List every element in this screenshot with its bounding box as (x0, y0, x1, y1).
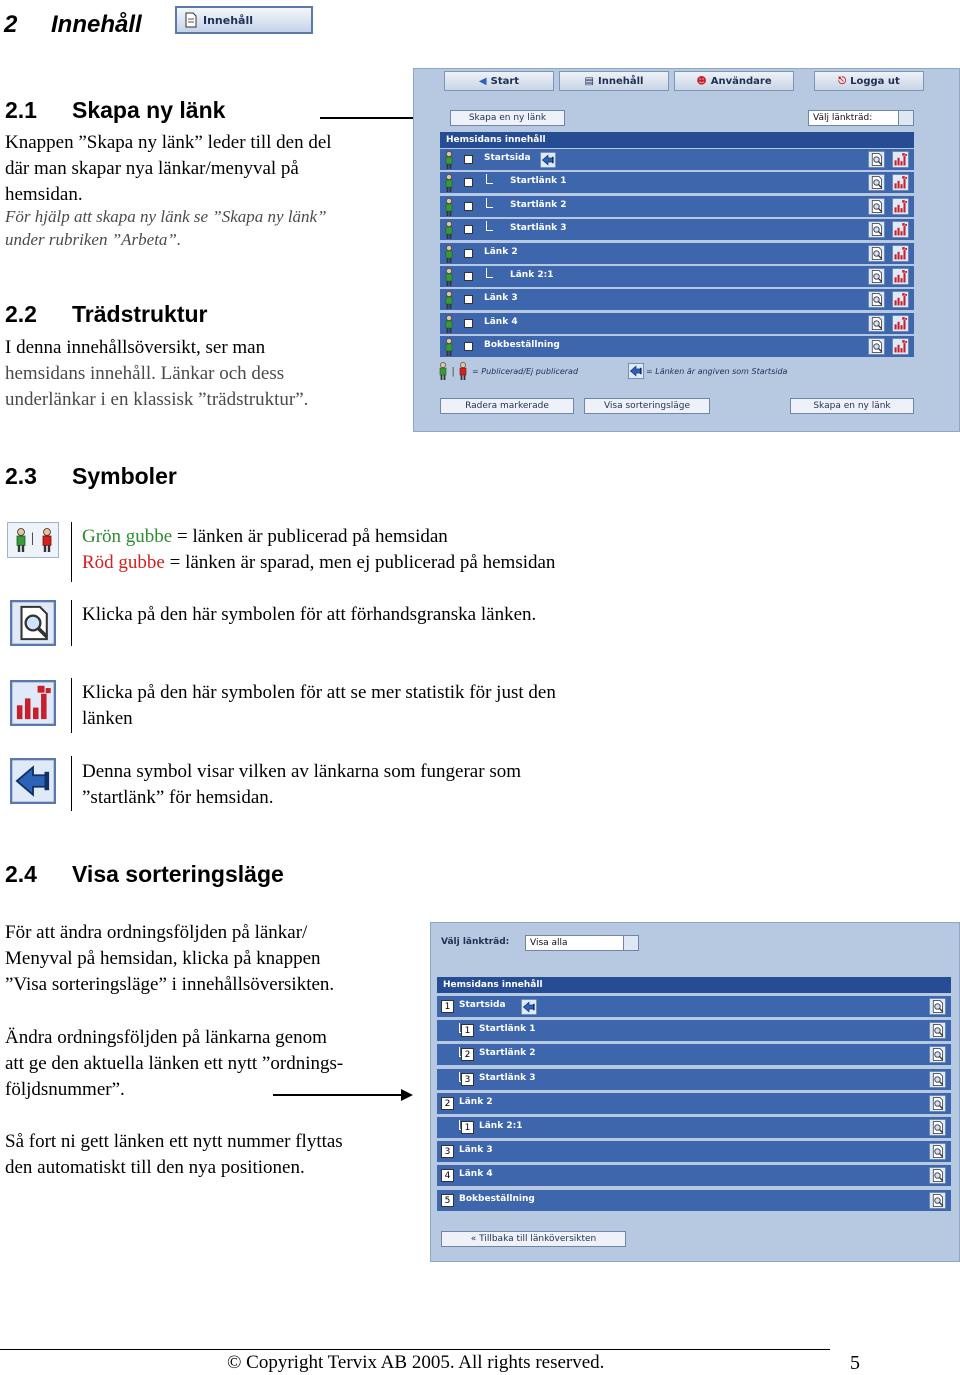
tree-row-label[interactable]: Länk 2:1 (510, 270, 554, 280)
s24-number: 2.4 (5, 861, 37, 887)
start-page-icon (521, 999, 537, 1015)
order-number-input[interactable]: 2 (441, 1097, 454, 1110)
preview-icon[interactable] (929, 1143, 946, 1160)
s24-p1-line1: För att ändra ordningsföljden på länkar/ (5, 922, 308, 943)
sort-row-label: Startlänk 1 (479, 1024, 536, 1035)
toolbar-users-button[interactable]: ☻ Användare (674, 71, 794, 91)
s21-line2: där man skapar nya länkar/menyval på (5, 158, 299, 179)
show-sort-mode-button[interactable]: Visa sorteringsläge (584, 398, 710, 414)
preview-icon[interactable] (868, 151, 885, 168)
tree-row[interactable] (440, 219, 914, 241)
green-legend: Grön gubbe = länken är publicerad på hemsidan (82, 526, 448, 547)
back-to-overview-button[interactable]: « Tillbaka till länköversikten (441, 1231, 626, 1247)
tree-row-label[interactable]: Startlänk 2 (510, 199, 567, 210)
s24-p2-line1: Ändra ordningsföljden på länkarna genom (5, 1027, 327, 1048)
chapter-number: 2 (4, 11, 18, 38)
preview-icon[interactable] (868, 198, 885, 215)
order-number-input[interactable]: 1 (461, 1024, 474, 1037)
link-tree-select[interactable]: Visa alla (525, 935, 639, 951)
sort-row (437, 1093, 951, 1115)
pointer-arrow-2 (273, 1087, 415, 1103)
preview-icon[interactable] (868, 221, 885, 238)
separator: | (31, 531, 34, 546)
start-link-icon (10, 758, 56, 804)
chevron-down-icon (623, 936, 638, 950)
tree-row-label[interactable]: Länk 2 (484, 246, 518, 257)
s23-number: 2.3 (5, 463, 37, 489)
tree-row-label[interactable]: Länk 3 (484, 293, 518, 304)
tree-row[interactable] (440, 172, 914, 194)
leader-line (71, 522, 72, 582)
order-number-input[interactable]: 1 (461, 1121, 474, 1134)
s24-p3-line1: Så fort ni gett länken ett nytt nummer flyttas (5, 1131, 343, 1152)
green-person-icon (444, 221, 454, 239)
users-icon: ☻ (696, 75, 707, 87)
statistics-icon[interactable] (892, 268, 909, 285)
create-link-bottom-button[interactable]: Skapa en ny länk (790, 398, 914, 414)
content-header: Hemsidans innehåll (440, 132, 914, 148)
tree-row-label[interactable]: Startlänk 1 (510, 176, 567, 187)
select-checkbox[interactable] (464, 272, 473, 281)
s23-title: Symboler (72, 463, 177, 489)
preview-icon[interactable] (868, 245, 885, 262)
page-number: 5 (850, 1352, 860, 1374)
select-checkbox[interactable] (464, 178, 473, 187)
preview-icon[interactable] (929, 1192, 946, 1209)
select-checkbox[interactable] (464, 202, 473, 211)
preview-icon (10, 600, 56, 646)
s22-title: Trädstruktur (72, 301, 208, 327)
stats-line2: länken (82, 708, 133, 729)
legend-start-text: = Länken är angiven som Startsida (646, 367, 788, 376)
statistics-icon[interactable] (892, 291, 909, 308)
sort-row (437, 1190, 951, 1212)
footer-rule (0, 1349, 830, 1350)
sort-row-label: Startlänk 2 (479, 1048, 536, 1059)
sort-row (437, 1141, 951, 1163)
tree-connector (486, 174, 493, 184)
start-page-icon (540, 152, 556, 168)
s22-line3: underlänkar i en klassisk ”trädstruktur”. (5, 389, 309, 410)
sort-row-label: Länk 4 (459, 1169, 493, 1180)
select-checkbox[interactable] (464, 295, 473, 304)
statistics-icon[interactable] (892, 245, 909, 262)
s21-line3: hemsidan. (5, 184, 83, 205)
red-person-icon (40, 528, 54, 552)
order-number-input[interactable]: 5 (441, 1194, 454, 1207)
sort-row (437, 1165, 951, 1187)
copyright: © Copyright Tervix AB 2005. All rights reserved. (227, 1352, 605, 1373)
sort-row-label: Länk 2:1 (479, 1121, 523, 1131)
sort-row (437, 1069, 951, 1091)
statistics-icon (10, 680, 56, 726)
statistics-icon[interactable] (892, 338, 909, 355)
document-icon: ▤ (584, 75, 594, 87)
s22-line1: I denna innehållsöversikt, ser man (5, 337, 266, 358)
sort-row-label: Länk 3 (459, 1145, 493, 1156)
tree-connector (486, 221, 493, 231)
sort-row (437, 1020, 951, 1042)
create-link-button[interactable]: Skapa en ny länk (450, 110, 565, 126)
back-arrow-icon: ◀ (478, 75, 487, 87)
sort-row-label: Startsida (459, 1000, 506, 1010)
start-line2: ”startlänk” för hemsidan. (82, 787, 274, 808)
order-number-input[interactable]: 2 (461, 1048, 474, 1061)
select-checkbox[interactable] (464, 225, 473, 234)
preview-icon[interactable] (868, 291, 885, 308)
tree-row-label[interactable]: Bokbeställning (484, 340, 560, 351)
s24-p1-line3: ”Visa sorteringsläge” i innehållsöversikten. (5, 974, 335, 995)
order-number-input[interactable]: 3 (441, 1145, 454, 1158)
preview-icon[interactable] (929, 998, 946, 1015)
sort-row (437, 1044, 951, 1066)
innehall-badge (175, 6, 313, 34)
red-legend: Röd gubbe = länken är sparad, men ej publicerad på hemsidan (82, 552, 556, 573)
logout-icon: ⎋ (838, 75, 847, 87)
s21-title: Skapa ny länk (72, 97, 226, 123)
select-checkbox[interactable] (464, 155, 473, 164)
stats-line1: Klicka på den här symbolen för att se mer statistik för just den (82, 682, 556, 703)
s24-p2-line3: följdsnummer”. (5, 1079, 125, 1100)
sort-row-label: Bokbeställning (459, 1193, 535, 1204)
s24-title: Visa sorteringsläge (72, 861, 284, 887)
green-person-icon (14, 528, 28, 552)
s21-line1: Knappen ”Skapa ny länk” leder till den del (5, 132, 332, 153)
legend-published-text: = Publicerad/Ej publicerad (472, 367, 579, 376)
leader-line (71, 678, 72, 733)
preview-icon[interactable] (929, 1046, 946, 1063)
order-number-input[interactable]: 1 (441, 1000, 454, 1013)
statistics-icon[interactable] (892, 315, 909, 332)
green-person-icon (444, 151, 454, 169)
legend-green-person-icon (438, 362, 455, 380)
tree-row[interactable] (440, 196, 914, 218)
legend-start-icon (628, 363, 644, 379)
screenshot-content-overview (413, 68, 960, 432)
green-person-icon (444, 268, 454, 286)
content-header: Hemsidans innehåll (437, 977, 951, 993)
preview-icon[interactable] (868, 338, 885, 355)
preview-icon[interactable] (868, 268, 885, 285)
sort-row-label: Länk 2 (459, 1096, 493, 1107)
green-person-icon (444, 198, 454, 216)
tree-row-label[interactable]: Startsida (484, 153, 531, 163)
tree-row[interactable] (440, 266, 914, 288)
sort-row (437, 1117, 951, 1139)
tree-row[interactable] (440, 313, 914, 335)
sort-row (437, 996, 951, 1018)
legend-red-person-icon (458, 362, 470, 380)
s22-line2: hemsidans innehåll. Länkar och dess (5, 363, 285, 384)
link-tree-select[interactable]: Välj länkträd: (808, 110, 914, 126)
order-number-input[interactable]: 4 (441, 1169, 454, 1182)
s21-number: 2.1 (5, 97, 37, 123)
preview-icon[interactable] (929, 1095, 946, 1112)
toolbar-start-button[interactable]: ◀ Start (444, 71, 554, 91)
select-checkbox[interactable] (464, 319, 473, 328)
tree-row-label[interactable]: Länk 4 (484, 316, 518, 327)
tree-row[interactable] (440, 149, 914, 171)
preview-icon[interactable] (868, 174, 885, 191)
chapter-title: Innehåll (51, 11, 142, 38)
chevron-down-icon (898, 111, 913, 125)
s24-p3-line2: den automatiskt till den nya positionen. (5, 1157, 305, 1178)
tree-connector (486, 268, 493, 278)
preview-icon[interactable] (929, 1119, 946, 1136)
select-checkbox[interactable] (464, 249, 473, 258)
green-person-icon (444, 245, 454, 263)
filter-label: Välj länkträd: (441, 937, 510, 947)
badge-label: Innehåll (203, 13, 254, 27)
s22-number: 2.2 (5, 301, 37, 327)
leader-line (71, 600, 72, 646)
green-person-icon (444, 315, 454, 333)
tree-row[interactable] (440, 289, 914, 311)
toolbar-content-button[interactable]: ▤ Innehåll (559, 71, 669, 91)
delete-selected-button[interactable]: Radera markerade (440, 398, 574, 414)
order-number-input[interactable]: 3 (461, 1073, 474, 1086)
preview-icon[interactable] (929, 1167, 946, 1184)
screenshot-sort-mode (430, 922, 960, 1262)
statistics-icon[interactable] (892, 151, 909, 168)
document-icon (183, 12, 199, 28)
published-status-icon (7, 522, 59, 558)
green-person-icon (444, 291, 454, 309)
tree-row-label[interactable]: Startlänk 3 (510, 223, 567, 234)
leader-line (71, 756, 72, 811)
select-checkbox[interactable] (464, 342, 473, 351)
tree-row[interactable] (440, 243, 914, 265)
s24-p2-line2: att ge den aktuella länken ett nytt ”ordnings- (5, 1053, 344, 1074)
start-line1: Denna symbol visar vilken av länkarna som fungerar som (82, 761, 521, 782)
s21-line5: under rubriken ”Arbeta”. (5, 230, 182, 249)
toolbar-logout-button[interactable]: ⎋ Logga ut (814, 71, 924, 91)
legend-separator: | (452, 365, 455, 377)
tree-row[interactable] (440, 336, 914, 358)
preview-icon[interactable] (929, 1071, 946, 1088)
green-person-icon (444, 338, 454, 356)
statistics-icon[interactable] (892, 221, 909, 238)
s24-p1-line2: Menyval på hemsidan, klicka på knappen (5, 948, 321, 969)
preview-description: Klicka på den här symbolen för att förhandsgranska länken. (82, 604, 537, 625)
tree-connector (486, 198, 493, 208)
statistics-icon[interactable] (892, 174, 909, 191)
preview-icon[interactable] (868, 315, 885, 332)
sort-row-label: Startlänk 3 (479, 1072, 536, 1083)
s21-line4: För hjälp att skapa ny länk se ”Skapa ny länk” (5, 207, 327, 226)
statistics-icon[interactable] (892, 198, 909, 215)
preview-icon[interactable] (929, 1022, 946, 1039)
green-person-icon (444, 174, 454, 192)
